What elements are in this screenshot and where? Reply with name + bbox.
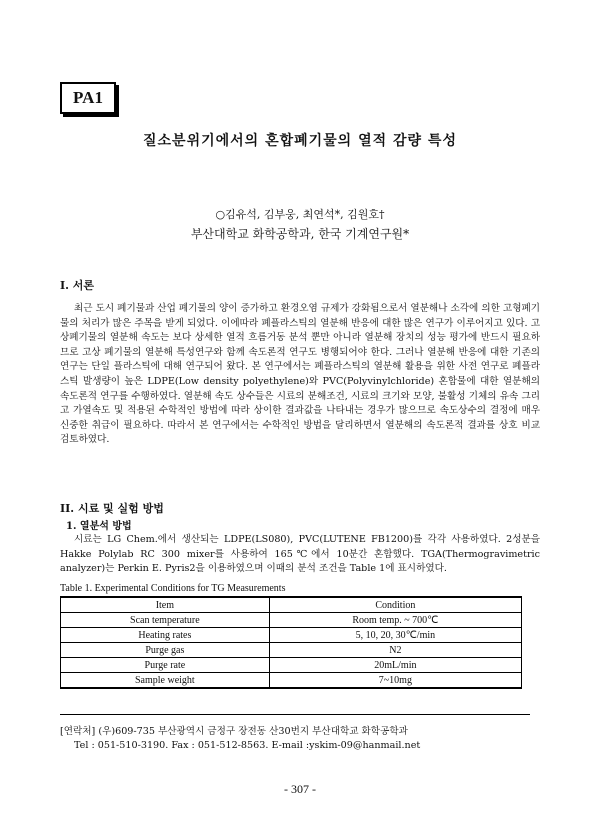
table-row <box>61 628 522 643</box>
table-caption: Table 1. Experimental Conditions for TG Measurements <box>60 583 286 594</box>
paper-label: PA1 <box>60 82 116 114</box>
table-cell: N2 <box>269 643 521 658</box>
table-cell: Purge gas <box>61 643 270 658</box>
table-row <box>61 658 522 673</box>
footer-divider <box>60 714 530 715</box>
section2-heading: II. 시료 및 실험 방법 <box>60 502 164 515</box>
section1-paragraph: 최근 도시 폐기물과 산업 폐기물의 양이 증가하고 환경오염 규제가 강화됨으로서 열분해나 소각에 의한 고형폐기물의 처리가 많은 주목을 받게 되었다. 이에따라 폐플라스틱의 열분해 반응에 대한 많은 연구가 이루어지고 있다. 고상폐기물의 열분해 속도는 보다 상세한 열적 흐름거동 분석 뿐만 아니라 열분해 장치의 성능 평가에 반드시 필요하므로 고상 폐기물의 열분해 특성연구와 함께 속도론적 연구도 병행되어야 한다. 그러나 열분해 반응에 대한 기존의 연구는 단일 플라스틱에 대해 연구되어 왔다. 본 연구에서는 폐플라스틱의 열분해 활용을 위한 사전 연구로 폐플라스틱 발생량이 높은 LDPE(Low density polyethylene)와 PVC(Polyvinylchloride) 혼합물에 대한 열분해의 속도론적 연구를 수행하였다. 열분해 속도 상수들은 시료의 분해조건, 시료의 크기와 모양, 불활성 기체의 유속 그리고 가열속도 및 적용된 수학적인 방법에 따라 상이한 결과값을 나타내는 경우가 많으므로 속도상수의 결정에 매우 신중한 취급이 필요하다. 따라서 본 연구에서는 수학적인 방법을 달리하면서 열분해의 속도론적 결과를 상호 비교 검토하였다. <box>60 303 540 446</box>
contact-address: [연락처] (우)609-735 부산광역시 금정구 장전동 산30번지 부산대학교 화학공학과 <box>60 726 408 737</box>
table-cell: 5, 10, 20, 30℃/min <box>269 628 521 643</box>
table-row <box>61 673 522 689</box>
table-cell: Scan temperature <box>61 613 270 628</box>
conditions-table <box>60 596 522 689</box>
table-cell: 7~10mg <box>269 673 521 689</box>
table-row <box>61 613 522 628</box>
table-cell: Heating rates <box>61 628 270 643</box>
table-header-row <box>61 597 522 613</box>
page-number: - 307 - <box>284 782 316 796</box>
table-header-item: Item <box>61 597 270 613</box>
table-cell: Purge rate <box>61 658 270 673</box>
paper-title: 질소분위기에서의 혼합폐기물의 열적 감량 특성 <box>143 133 457 149</box>
table-row <box>61 643 522 658</box>
table-cell: 20mL/min <box>269 658 521 673</box>
authors: ○김유석, 김부웅, 최연석*, 김원호† <box>215 208 385 221</box>
table-cell: Room temp. ~ 700℃ <box>269 613 521 628</box>
section2-paragraph: 시료는 LG Chem.에서 생산되는 LDPE(LS080), PVC(LUTENE FB1200)를 각각 사용하였다. 2성분을 Hakke Polylab RC 300 mixer를 사용하여 165℃에서 10분간 혼합했다. TGA(Thermogravimetric analyzer)는 Perkin E. Pyris2을 이용하였으며 이때의 분석 조건을 Table 1에 표시하였다. <box>60 534 540 575</box>
affiliation: 부산대학교 화학공학과, 한국 기계연구원* <box>190 227 410 241</box>
contact-phone-email: Tel : 051-510-3190. Fax : 051-512-8563. E-mail :yskim-09@hanmail.net <box>74 740 421 751</box>
table-header-condition: Condition <box>269 597 521 613</box>
section1-heading: I. 서론 <box>60 279 95 292</box>
table-cell: Sample weight <box>61 673 270 689</box>
section2-subheading: 1. 열분석 방법 <box>66 521 132 532</box>
